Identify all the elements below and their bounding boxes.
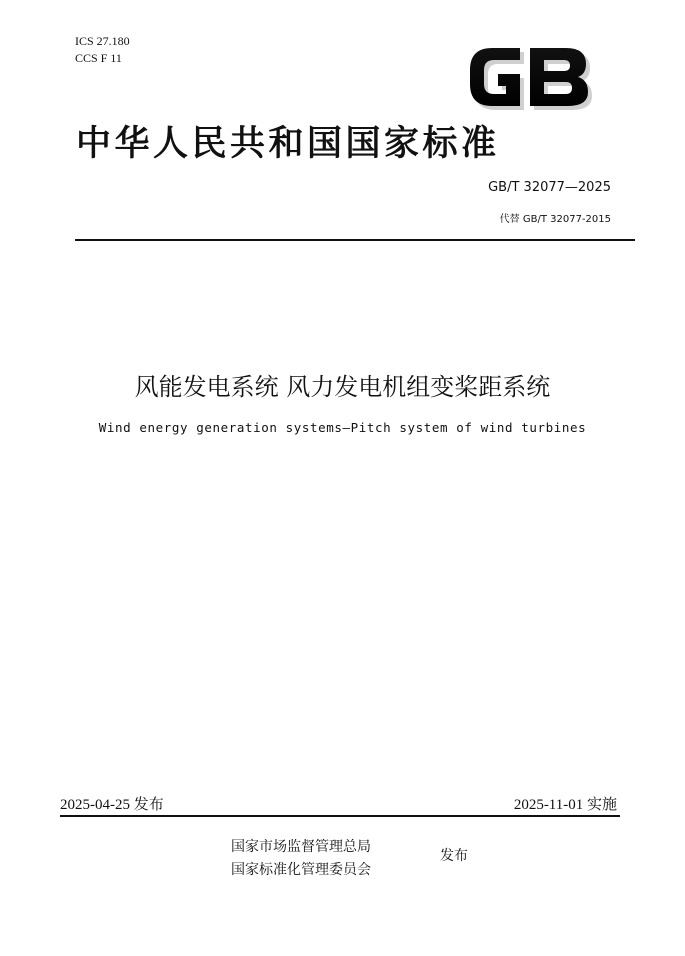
issuer-sac: 国家标准化管理委员会 <box>231 862 371 878</box>
issuing-authorities <box>231 836 371 882</box>
publish-label: 发布 <box>440 848 468 864</box>
standard-title-chinese: 风能发电系统 风力发电机组变桨距系统 <box>134 373 551 401</box>
standard-number: GB/T 32077—2025 <box>488 180 611 195</box>
gb-logo <box>462 40 598 114</box>
issue-date: 2025-04-25 发布 <box>60 797 164 813</box>
classification-codes <box>75 33 130 67</box>
header-divider <box>75 239 635 241</box>
ics-code: ICS 27.180 <box>75 34 130 48</box>
ccs-code: CCS F 11 <box>75 51 122 65</box>
national-standard-title: 中华人民共和国国家标准 <box>76 123 500 164</box>
replaces-standard: 代替 GB/T 32077-2015 <box>499 214 611 225</box>
implementation-date: 2025-11-01 实施 <box>513 797 617 813</box>
footer-divider <box>60 815 620 817</box>
issuer-samr: 国家市场监督管理总局 <box>231 839 371 855</box>
standard-title-english: Wind energy generation systems—Pitch system of wind turbines <box>98 420 587 435</box>
